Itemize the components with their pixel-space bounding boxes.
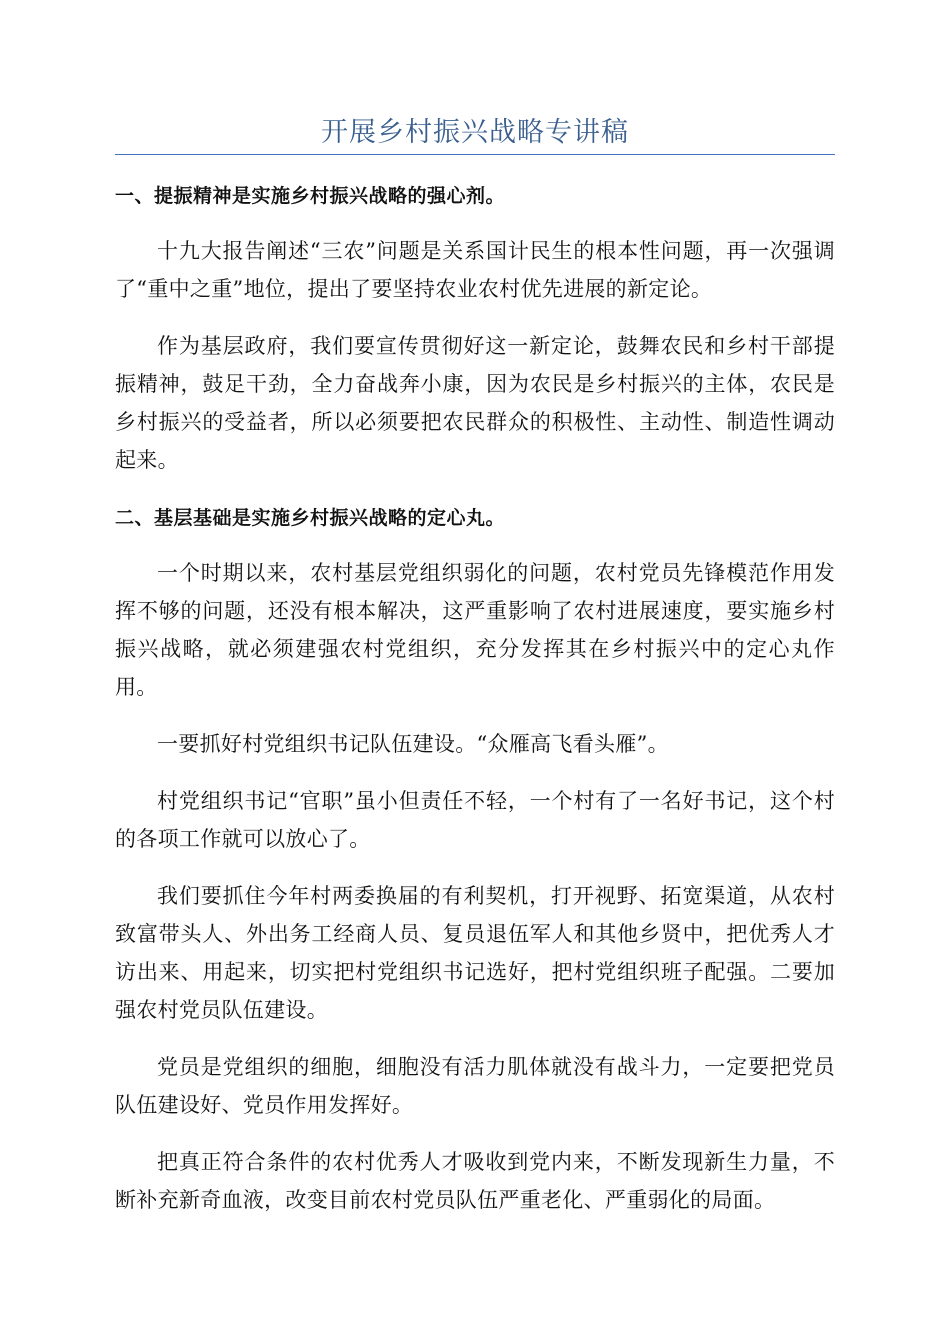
paragraph: 村党组织书记“官职”虽小但责任不轻，一个村有了一名好书记，这个村的各项工作就可以放心了。	[115, 789, 835, 851]
paragraph: 把真正符合条件的农村优秀人才吸收到党内来，不断发现新生力量，不断补充新奇血液，改变目前农村党员队伍严重老化、严重弱化的局面。	[115, 1150, 835, 1212]
section-heading: 一、提振精神是实施乡村振兴战略的强心剂。	[115, 185, 506, 207]
document-body	[115, 172, 835, 1238]
paragraph: 十九大报告阐述“三农”问题是关系国计民生的根本性问题，再一次强调了“重中之重”地位，提出了要坚持农业农村优先进展的新定论。	[115, 239, 835, 301]
paragraph: 我们要抓住今年村两委换届的有利契机，打开视野、拓宽渠道，从农村致富带头人、外出务工经商人员、复员退伍军人和其他乡贤中，把优秀人才访出来、用起来，切实把村党组织书记选好，把村党组织班子配强。二要加强农村党员队伍建设。	[115, 884, 835, 1022]
title-underline	[115, 154, 835, 155]
paragraph: 一个时期以来，农村基层党组织弱化的问题，农村党员先锋模范作用发挥不够的问题，还没有根本解决，这严重影响了农村进展速度，要实施乡村振兴战略，就必须建强农村党组织，充分发挥其在乡村振兴中的定心丸作用。	[115, 561, 835, 699]
paragraph: 一要抓好村党组织书记队伍建设。“众雁高飞看头雁”。	[157, 732, 669, 756]
section-heading: 二、基层基础是实施乡村振兴战略的定心丸。	[115, 507, 506, 529]
paragraph: 作为基层政府，我们要宣传贯彻好这一新定论，鼓舞农民和乡村干部提振精神，鼓足干劲，全力奋战奔小康，因为农民是乡村振兴的主体，农民是乡村振兴的受益者，所以必须要把农民群众的积极性、主动性、制造性调动起来。	[115, 334, 835, 472]
document-title: 开展乡村振兴战略专讲稿	[321, 117, 629, 148]
paragraph: 党员是党组织的细胞，细胞没有活力肌体就没有战斗力，一定要把党员队伍建设好、党员作用发挥好。	[115, 1055, 835, 1117]
